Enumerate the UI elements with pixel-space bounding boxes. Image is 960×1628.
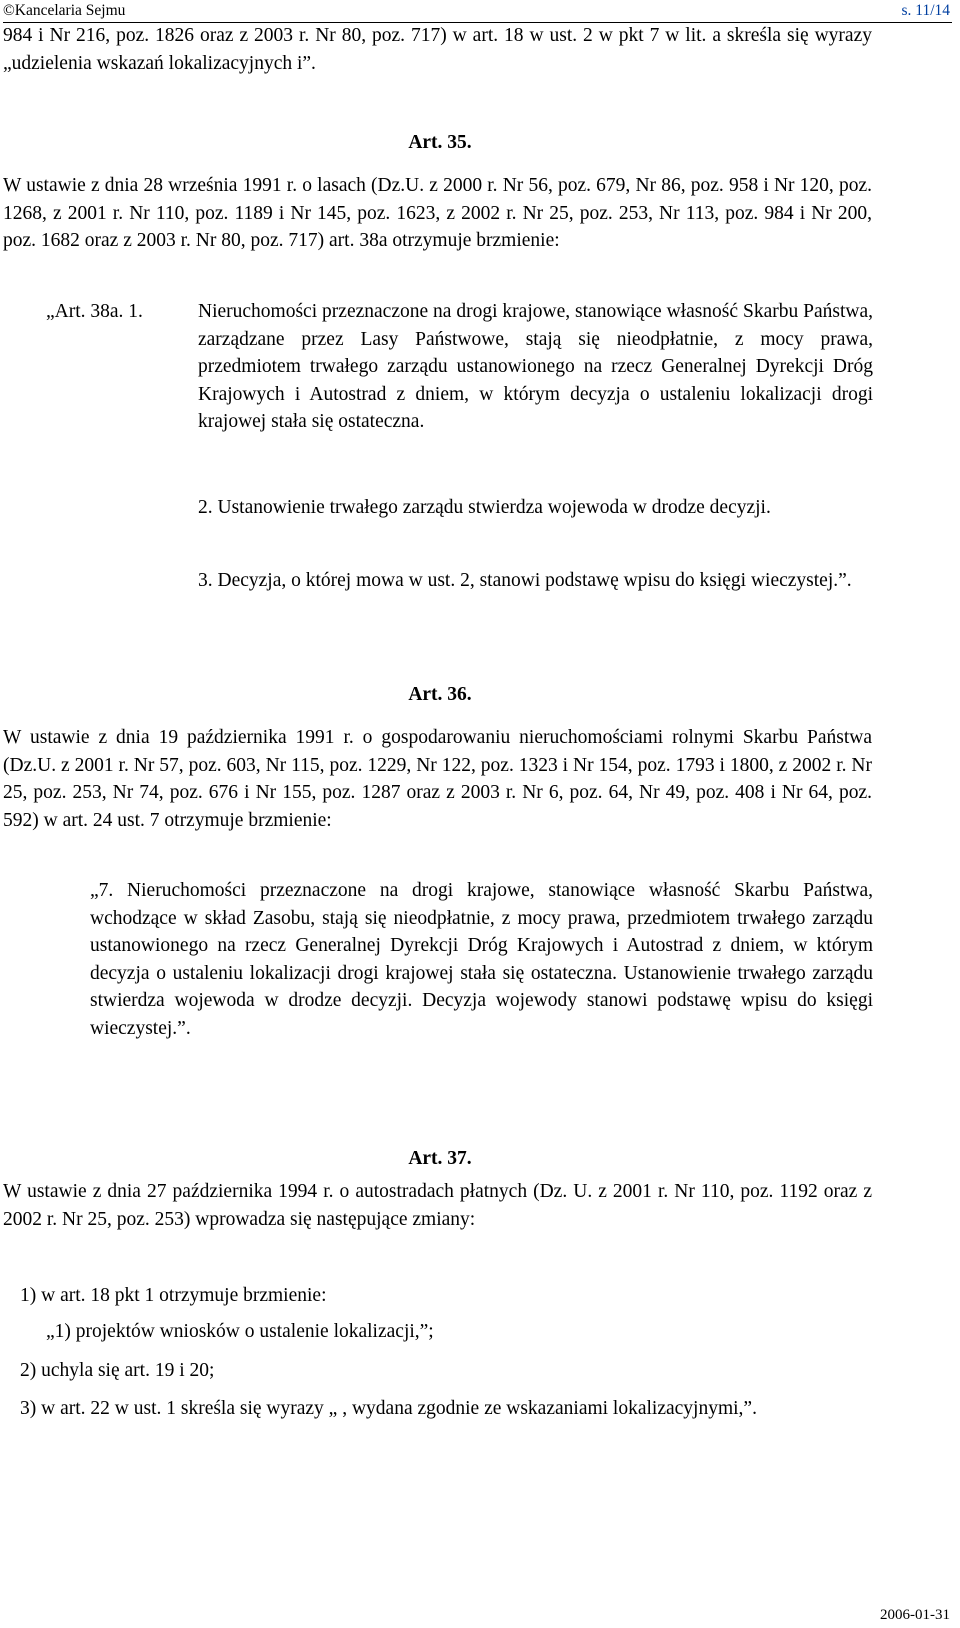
art36-quote: „7. Nieruchomości przeznaczone na drogi krajowe, stanowiące własność Skarbu Państwa, wchodzące w skład Zasobu, stają się nieodpłatnie, z mocy prawa, przedmiotem trwałego zarządu ustanowionego na rzecz Generalnej Dyrekcji Dróg Krajowych i Autostrad z dniem, w którym decyzja o ustaleniu lokalizacji drogi krajowej stała się ostateczna. Ustanowienie trwałego zarządu stwierdza wojewoda w drodze decyzji. Decyzja wojewody stanowi podstawę wpisu do księgi wieczystej.”. [90,880,873,1039]
footer-date: 2006-01-31 [880,1607,950,1623]
art37-item-2: 2) uchyla się art. 19 i 20; [20,1360,215,1381]
art36-title: Art. 36. [408,684,472,705]
art35-quote-p1-first [198,298,873,436]
art37-title: Art. 37. [408,1148,472,1169]
art36-intro: W ustawie z dnia 19 października 1991 r. o gospodarowaniu nieruchomościami rolnymi Skarbu Państwa (Dz.U. z 2001 r. Nr 57, poz. 603, Nr 115, poz. 1229, Nr 122, poz. 1323 i Nr 154, poz. 1793 i 1800, z 2002 r. Nr 25, poz. 253, Nr 74, poz. 676 i Nr 155, poz. 1287 oraz z 2003 r. Nr 6, poz. 64, Nr 49, poz. 408 i Nr 64, poz. 592) w art. 24 ust. 7 otrzymuje brzmienie: [3,727,872,831]
art35-title: Art. 35. [408,132,472,153]
intro-paragraph: 984 i Nr 216, poz. 1826 oraz z 2003 r. Nr 80, poz. 717) w art. 18 w ust. 2 w pkt 7 w lit. a skreśla się wyrazy „udzielenia wskazań lokalizacyjnych i”. [3,25,872,74]
art35-quote-p2: 2. Ustanowienie trwałego zarządu stwierdza wojewoda w drodze decyzji. [198,497,771,518]
art35-quote-p3: 3. Decyzja, o której mowa w ust. 2, stanowi podstawę wpisu do księgi wieczystej.”. [198,570,852,591]
art35-quote-p1: Nieruchomości przeznaczone na drogi krajowe, stanowiące własność Skarbu Państwa, zarządzane przez Lasy Państwowe, stają się nieodpłatnie, z mocy prawa, przedmiotem trwałego zarządu ustanowionego na rzecz Generalnej Dyrekcji Dróg Krajowych i Autostrad z dniem, w którym decyzja o ustaleniu lokalizacji drogi krajowej stała się ostateczna. [198,301,873,432]
art37-intro: W ustawie z dnia 27 października 1994 r. o autostradach płatnych (Dz. U. z 2001 r. Nr 110, poz. 1192 oraz z 2002 r. Nr 25, poz. 253) wprowadza się następujące zmiany: [3,1181,872,1230]
art35-intro: W ustawie z dnia 28 września 1991 r. o lasach (Dz.U. z 2000 r. Nr 56, poz. 679, Nr 86, poz. 958 i Nr 120, poz. 1268, z 2001 r. Nr 110, poz. 1189 i Nr 145, poz. 1623, z 2002 r. Nr 25, poz. 253, Nr 113, poz. 984 i Nr 200, poz. 1682 oraz z 2003 r. Nr 80, poz. 717) art. 38a otrzymuje brzmienie: [3,175,872,251]
art37-item-3: 3) w art. 22 w ust. 1 skreśla się wyrazy „ , wydana zgodnie ze wskazaniami lokalizacyjnymi,”. [20,1398,757,1419]
header-copyright: ©Kancelaria Sejmu [3,2,126,19]
art37-item-1-quote: „1) projektów wniosków o ustalenie lokalizacji,”; [46,1321,434,1342]
page-number: s. 11/14 [901,2,950,19]
art35-quote-lead: „Art. 38a. 1. [46,301,143,322]
art37-item-1: 1) w art. 18 pkt 1 otrzymuje brzmienie: [20,1285,327,1306]
